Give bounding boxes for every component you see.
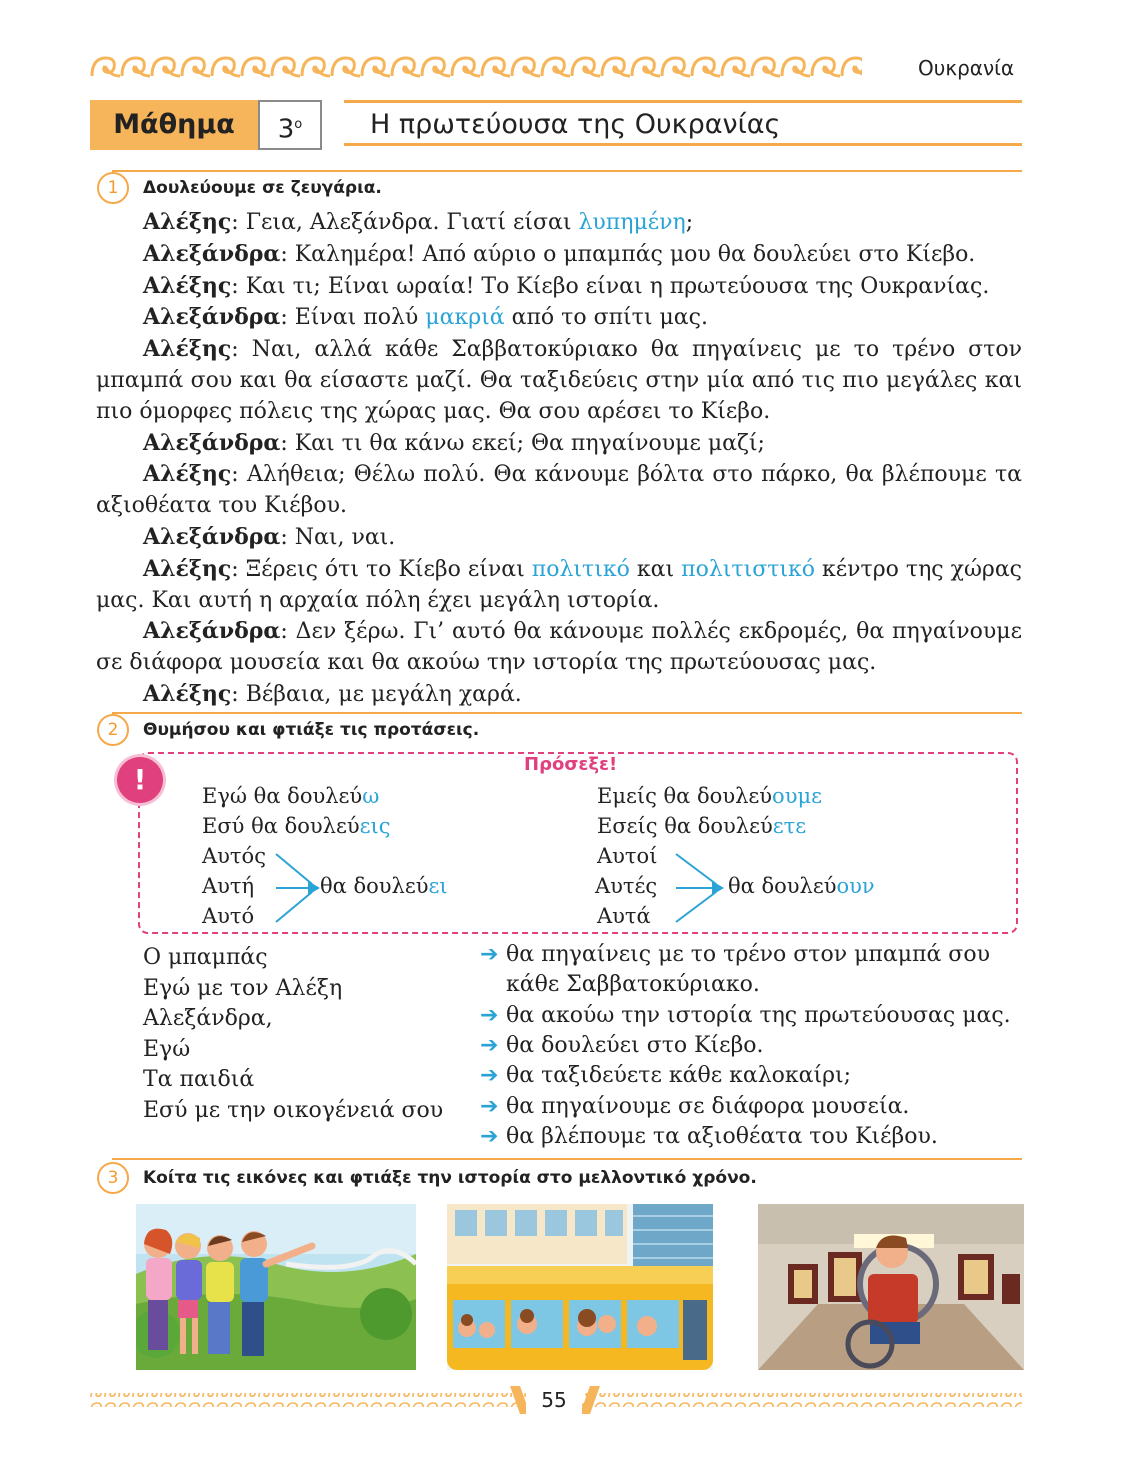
speaker-name: Αλεξάνδρα (143, 523, 281, 550)
subject-item: Εγώ με τον Αλέξη (143, 975, 343, 1001)
exclamation-icon: ! (117, 757, 163, 803)
predicate-item: ➔ θα δουλεύει στο Κίεβο. (480, 1032, 764, 1058)
conj-ending: εις (359, 814, 391, 838)
predicate-item: ➔ θα πηγαίνεις με το τρένο στον μπαμπά σου (480, 942, 990, 967)
arrow-right-icon: ➔ (480, 1123, 499, 1149)
conj-ending: ετε (772, 814, 807, 838)
conj-plural-2 (597, 814, 806, 838)
dialog-line: Αλέξης: Γεια, Αλεξάνδρα. Γιατί είσαι λυπημένη; (143, 209, 694, 235)
arrow-right-icon: ➔ (480, 1093, 499, 1119)
arrow-right-icon: ➔ (480, 942, 499, 967)
speaker-name: Αλέξης (143, 209, 232, 235)
lesson-number-value: 3 (277, 114, 295, 145)
lesson-header (90, 100, 1022, 150)
dialog-line: Αλέξης: Βέβαια, με μεγάλη χαρά. (143, 680, 522, 707)
dialog-line: Αλεξάνδρα: Δεν ξέρω. Γι’ αυτό θα κάνουμε πολλές εκδρομές, θα πηγαίνουμε σε διάφορα μουσεία και θα ακούω την ιστορία της πρωτεύουσας μας. (96, 618, 1022, 676)
subject-item: Ο μπαμπάς (143, 945, 268, 970)
dialog-line: Αλέξης: Και τι; Είναι ωραία! Το Κίεβο είναι η πρωτεύουσα της Ουκρανίας. (143, 272, 990, 299)
task1-instruction: Δουλεύουμε σε ζευγάρια. (143, 178, 382, 198)
predicate-item: ➔ θα ακούω την ιστορία της πρωτεύουσας μας. (480, 1002, 1011, 1028)
note-box (138, 752, 1018, 934)
speaker-name: Αλέξης (143, 555, 232, 582)
arrow-right-icon: ➔ (480, 1063, 499, 1089)
dialog-line: Αλέξης: Αλήθεια; Θέλω πολύ. Θα κάνουμε βόλτα στο πάρκο, θα βλέπουμε τα αξιοθέατα του Κιέβου. (96, 461, 1022, 519)
speaker-name: Αλεξάνδρα (143, 618, 281, 645)
conj-stem: θα δουλεύ (728, 874, 837, 898)
task2-instruction: Θυμήσου και φτιάξε τις προτάσεις. (143, 720, 480, 740)
conj-pronoun: Αυτές (595, 874, 658, 898)
conj-singular-2 (202, 814, 391, 838)
dialog-line: Αλεξάνδρα: Καλημέρα! Από αύριο ο μπαμπάς μου θα δουλεύει στο Κίεβο. (143, 240, 976, 267)
predicate-item: ➔ θα πηγαίνουμε σε διάφορα μουσεία. (480, 1093, 910, 1119)
highlighted-word: πολιτιστικό (681, 556, 816, 582)
lesson-title: Η πρωτεύουσα της Ουκρανίας (344, 100, 1022, 146)
arrow-right-icon: ➔ (480, 1032, 499, 1058)
predicate-item: κάθε Σαββατοκύριακο. (506, 972, 760, 998)
arrow-right-icon: ➔ (480, 1002, 499, 1028)
task3-rule (112, 1158, 1022, 1160)
dialog (96, 207, 1022, 711)
speaker-name: Αλεξάνδρα (143, 304, 281, 331)
highlighted-word: λυπημένη (578, 210, 686, 235)
subject-item: Εσύ με την οικογένειά σου (143, 1097, 444, 1123)
predicate-item: ➔ θα ταξιδεύετε κάθε καλοκαίρι; (480, 1063, 852, 1089)
dialog-line: Αλεξάνδρα: Είναι πολύ μακριά από το σπίτι μας. (143, 304, 708, 331)
conj-singular-1 (202, 784, 379, 808)
task1-badge: 1 (97, 172, 129, 204)
dialog-line: Αλέξης: Ξέρεις ότι το Κίεβο είναι πολιτικό και πολιτιστικό κέντρο της χώρας μας. Και αυτή η αρχαία πόλη έχει μεγάλη ιστορία. (96, 555, 1023, 613)
conj-stem: Εσύ θα δουλεύ (202, 814, 360, 838)
task3-badge: 3 (97, 1162, 129, 1194)
illustration-park (136, 1204, 416, 1370)
conj-pronoun: Αυτό (202, 904, 255, 928)
conj-pronoun: Αυτά (597, 904, 651, 928)
conj-ending: ει (428, 874, 448, 898)
header-ornament (90, 52, 862, 82)
task2-badge: 2 (97, 714, 129, 746)
speaker-name: Αλέξης (143, 680, 232, 707)
dialog-line: Αλέξης: Ναι, αλλά κάθε Σαββατοκύριακο θα πηγαίνεις με το τρένο στον μπαμπά σου και θα είσαστε μαζί. Θα ταξιδεύεις στην μία από τις πιο μεγάλες και πιο όμορφες πόλεις της χώρας μας. Θα σου αρέσει το Κίεβο. (96, 336, 1022, 424)
conj-pronoun: Αυτός (202, 844, 266, 868)
subject-item: Εγώ (143, 1036, 191, 1062)
task2-rule (112, 712, 1022, 714)
note-title: Πρόσεξε! (524, 754, 618, 775)
country-label: Ουκρανία (918, 56, 1015, 80)
lesson-label: Μάθημα (90, 100, 258, 150)
speaker-name: Αλεξάνδρα (143, 240, 281, 267)
conj-stem: θα δουλεύ (320, 874, 429, 898)
conj-ending: ω (362, 784, 380, 808)
left-arrows (272, 850, 322, 930)
speaker-name: Αλεξάνδρα (143, 429, 281, 456)
conj-ending: ουμε (772, 784, 822, 808)
page-number: 55 (526, 1386, 582, 1414)
highlighted-word: πολιτικό (531, 556, 630, 582)
dialog-line: Αλεξάνδρα: Ναι, ναι. (143, 523, 396, 550)
lesson-number-sup: ο (294, 117, 303, 132)
task3-instruction: Κοίτα τις εικόνες και φτιάξε την ιστορία στο μελλοντικό χρόνο. (143, 1168, 757, 1188)
illustration-museum (758, 1204, 1024, 1370)
conj-stem: Εσείς θα δουλεύ (597, 814, 773, 838)
task1-rule (112, 170, 1022, 172)
conj-stem: Εμείς θα δουλεύ (597, 784, 773, 808)
conj-plural-1 (597, 784, 822, 808)
right-arrows (670, 850, 726, 930)
dialog-line: Αλεξάνδρα: Και τι θα κάνω εκεί; Θα πηγαίνουμε μαζί; (143, 429, 765, 456)
subject-item: Τα παιδιά (143, 1067, 255, 1092)
conj-ending: ουν (836, 874, 875, 898)
subject-item: Αλεξάνδρα, (143, 1006, 273, 1031)
speaker-name: Αλέξης (143, 336, 232, 363)
conj-singular-3 (320, 874, 448, 898)
illustration-bus (447, 1204, 713, 1370)
speaker-name: Αλέξης (143, 461, 232, 488)
highlighted-word: μακριά (425, 305, 505, 331)
conj-stem: Εγώ θα δουλεύ (202, 784, 363, 808)
conj-pronoun: Αυτή (202, 874, 255, 898)
predicate-item: ➔ θα βλέπουμε τα αξιοθέατα του Κιέβου. (480, 1123, 938, 1149)
speaker-name: Αλέξης (143, 272, 232, 299)
conj-plural-3 (728, 874, 875, 898)
lesson-number (258, 100, 322, 150)
conj-pronoun: Αυτοί (597, 844, 658, 868)
